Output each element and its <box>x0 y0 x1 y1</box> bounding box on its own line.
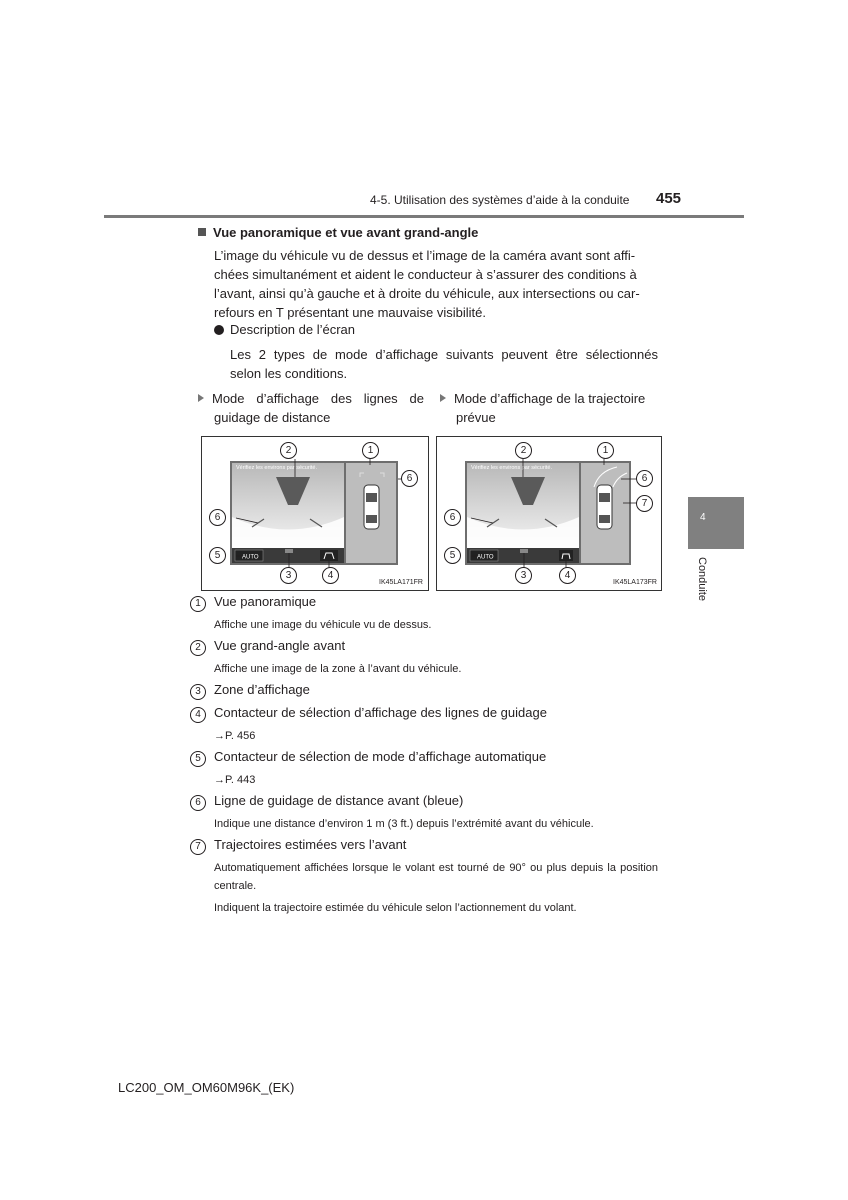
guide-line-switch[interactable] <box>320 550 338 561</box>
item-title: Vue grand-angle avant <box>214 638 346 653</box>
item-number: 7 <box>190 839 206 855</box>
item-desc: Affiche une image du véhicule vu de dessus. <box>214 619 432 631</box>
square-bullet-icon <box>198 228 206 236</box>
chapter-tab <box>688 497 744 549</box>
legend-item <box>190 638 345 656</box>
guide-line-switch[interactable] <box>559 550 573 561</box>
intro-line: L’image du véhicule vu de dessus et l’image de la caméra avant sont affi- <box>214 248 636 263</box>
legend-item <box>190 837 406 855</box>
item-desc: Affiche une image de la zone à l’avant du véhicule. <box>214 663 462 675</box>
car-windshield <box>366 493 377 502</box>
callout-3: 3 <box>280 567 297 584</box>
bullet-item <box>214 322 355 337</box>
screen-illustration <box>437 437 661 590</box>
mode-trajectoire <box>440 389 660 427</box>
triangle-bullet-icon <box>440 394 446 402</box>
legend-item <box>190 793 463 811</box>
item-title: Trajectoires estimées vers l’avant <box>214 837 407 852</box>
mode-line: Mode d’affichage des lignes de <box>212 391 424 406</box>
car-windshield <box>599 493 610 502</box>
callout-3: 3 <box>515 567 532 584</box>
warning-banner: Vérifiez les environs par sécurité. <box>471 465 553 471</box>
callout-6: 6 <box>401 470 418 487</box>
bullet-dot-icon <box>214 325 224 335</box>
page-ref-link[interactable]: →P. 456 <box>214 730 256 742</box>
car-rear-window <box>366 515 377 523</box>
auto-label: AUTO <box>242 554 259 561</box>
item-number: 3 <box>190 684 206 700</box>
mode-line: guidage de distance <box>214 410 331 425</box>
callout-4: 4 <box>559 567 576 584</box>
figure-code: IK45LA173FR <box>613 579 657 586</box>
callout-1: 1 <box>362 442 379 459</box>
warning-banner: Vérifiez les environs par sécurité. <box>236 465 318 471</box>
item-title: Contacteur de sélection d’affichage des lignes de guidage <box>214 705 547 720</box>
callout-2: 2 <box>280 442 297 459</box>
item-title: Vue panoramique <box>214 594 317 609</box>
display-area-marker <box>520 549 528 553</box>
display-area-marker <box>285 549 293 553</box>
item-number: 6 <box>190 795 206 811</box>
section-title-text: Vue panoramique et vue avant grand-angle <box>213 225 479 240</box>
callout-2: 2 <box>515 442 532 459</box>
intro-line: l’avant, ainsi qu’à gauche et à droite du véhicule, aux intersections ou car- <box>214 286 640 301</box>
item-number: 2 <box>190 640 206 656</box>
chapter-label: Conduite <box>696 557 708 602</box>
bullet-text: Les 2 types de mode d’affichage suivants peuvent être sélectionnés <box>230 347 658 362</box>
section-title <box>198 225 478 240</box>
running-header: 4-5. Utilisation des systèmes d’aide à la conduite <box>370 193 630 207</box>
triangle-bullet-icon <box>198 394 204 402</box>
item-desc: Indiquent la trajectoire estimée du véhicule selon l’actionnement du volant. <box>214 902 577 914</box>
legend-item <box>190 705 547 723</box>
callout-4: 4 <box>322 567 339 584</box>
bullet-label: Description de l’écran <box>230 322 356 337</box>
item-number: 4 <box>190 707 206 723</box>
figure-trajectoire <box>436 436 662 591</box>
callout-6: 6 <box>209 509 226 526</box>
intro-line: refours en T présentant une mauvaise visibilité. <box>214 305 486 320</box>
mode-line: prévue <box>456 410 496 425</box>
legend-item <box>190 594 316 612</box>
intro-line: chées simultanément et aident le conducteur à s’assurer des conditions à <box>214 267 637 282</box>
auto-label: AUTO <box>477 554 494 561</box>
callout-1: 1 <box>597 442 614 459</box>
item-number: 5 <box>190 751 206 767</box>
callout-5: 5 <box>444 547 461 564</box>
header-rule <box>104 215 744 218</box>
item-title: Contacteur de sélection de mode d’affichage automatique <box>214 749 547 764</box>
figure-guidage <box>201 436 429 591</box>
footer-code: LC200_OM_OM60M96K_(EK) <box>118 1080 295 1095</box>
figure-code: IK45LA171FR <box>379 579 423 586</box>
mode-guidage <box>198 389 424 427</box>
item-title: Zone d’affichage <box>214 682 310 697</box>
legend-item <box>190 682 310 700</box>
car-rear-window <box>599 515 610 523</box>
callout-5: 5 <box>209 547 226 564</box>
item-desc: Indique une distance d’environ 1 m (3 ft.) depuis l’extrémité avant du véhicule. <box>214 818 594 830</box>
page-number: 455 <box>656 190 682 207</box>
page-ref-link[interactable]: →P. 443 <box>214 774 256 786</box>
mode-line: Mode d’affichage de la trajectoire <box>454 391 646 406</box>
item-desc: Automatiquement affichées lorsque le volant est tourné de 90° ou plus depuis la position centrale. <box>214 862 658 892</box>
chapter-number: 4 <box>700 512 706 523</box>
callout-7: 7 <box>636 495 653 512</box>
item-number: 1 <box>190 596 206 612</box>
callout-6: 6 <box>636 470 653 487</box>
item-title: Ligne de guidage de distance avant (bleue) <box>214 793 464 808</box>
screen-illustration <box>202 437 428 590</box>
callout-6: 6 <box>444 509 461 526</box>
bullet-text: selon les conditions. <box>230 366 348 381</box>
legend-item <box>190 749 546 767</box>
